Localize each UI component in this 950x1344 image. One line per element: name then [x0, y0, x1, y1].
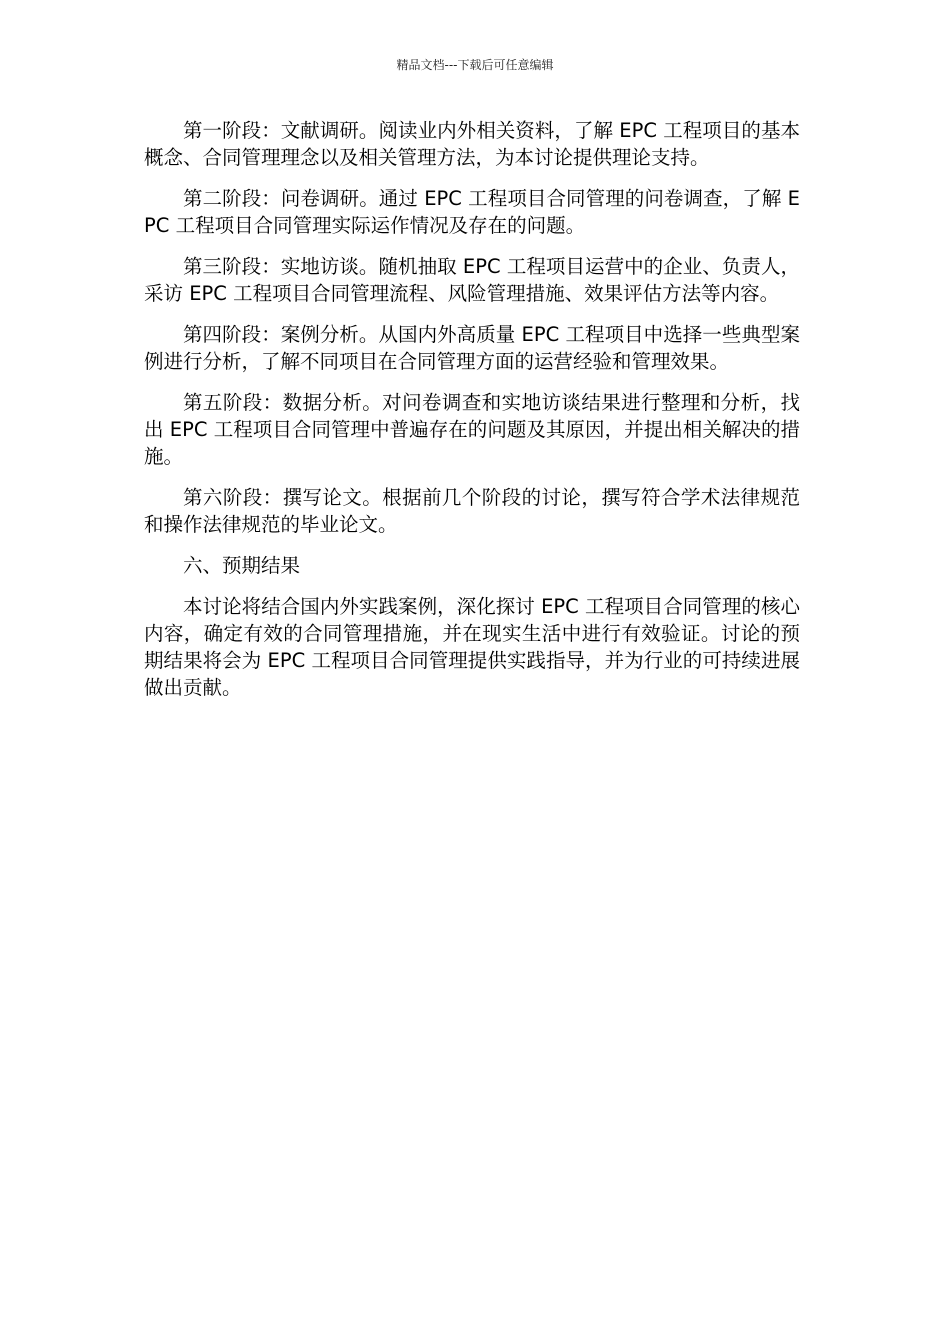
paragraph-stage-3: 第三阶段：实地访谈。随机抽取 EPC 工程项目运营中的企业、负责人，采访 EPC 工程项目合同管理流程、风险管理措施、效果评估方法等内容。 — [144, 255, 800, 305]
paragraph-stage-6: 第六阶段：撰写论文。根据前几个阶段的讨论，撰写符合学术法律规范和操作法律规范的毕业论文。 — [144, 486, 800, 536]
section-heading-expected-results: 六、预期结果 — [183, 554, 301, 577]
paragraph-stage-4: 第四阶段：案例分析。从国内外高质量 EPC 工程项目中选择一些典型案例进行分析，了解不同项目在合同管理方面的运营经验和管理效果。 — [144, 323, 800, 373]
paragraph-stage-2: 第二阶段：问卷调研。通过 EPC 工程项目合同管理的问卷调查，了解 EPC 工程项目合同管理实际运作情况及存在的问题。 — [144, 187, 800, 237]
page-header: 精品文档---下载后可任意编辑 — [396, 58, 554, 72]
paragraph-expected-results: 本讨论将结合国内外实践案例，深化探讨 EPC 工程项目合同管理的核心内容，确定有效的合同管理措施，并在现实生活中进行有效验证。讨论的预期结果将会为 EPC 工程项目合同管理提供实践指导，并为行业的可持续进展做出贡献。 — [144, 595, 800, 699]
paragraph-stage-5: 第五阶段：数据分析。对问卷调查和实地访谈结果进行整理和分析，找出 EPC 工程项目合同管理中普遍存在的问题及其原因，并提出相关解决的措施。 — [144, 391, 800, 468]
document-body — [144, 117, 800, 715]
paragraph-stage-1: 第一阶段：文献调研。阅读业内外相关资料，了解 EPC 工程项目的基本概念、合同管理理念以及相关管理方法，为本讨论提供理论支持。 — [144, 119, 800, 169]
